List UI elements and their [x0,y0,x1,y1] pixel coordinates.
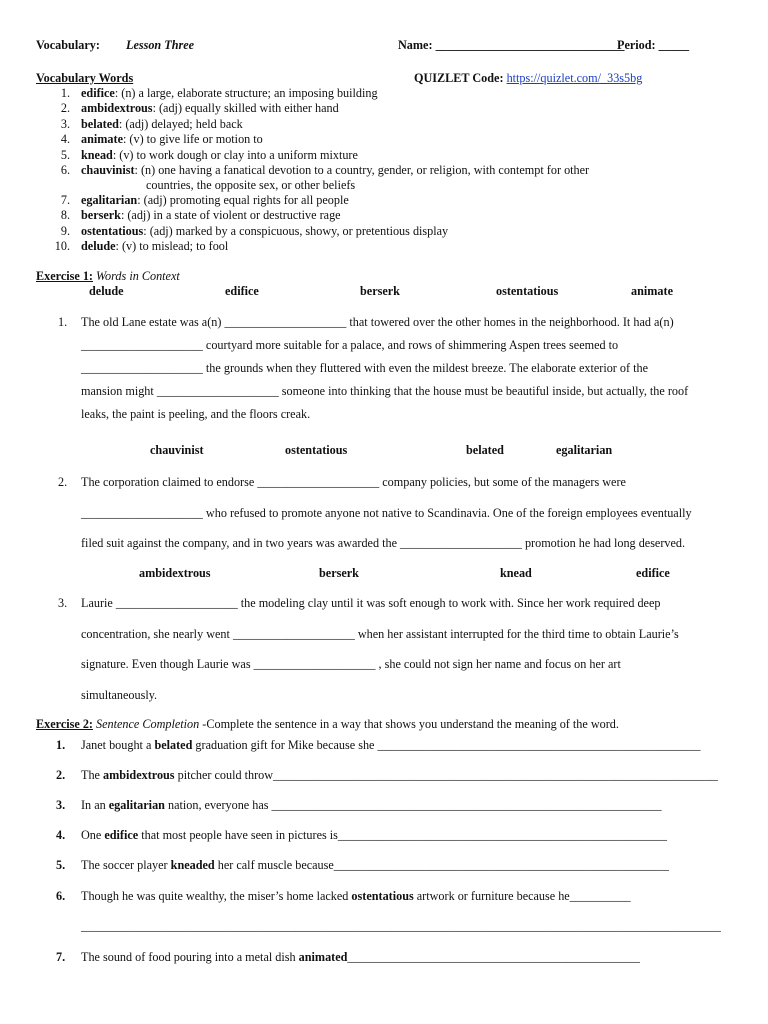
sentence-text: Though he was quite wealthy, the miser’s home lacked [81,889,352,903]
sentence-number: 3. [56,798,66,812]
vocab-item [81,239,228,254]
word-bank-item: ostentatious [285,443,348,457]
word-bank-item: ostentatious [496,284,559,298]
vocabulary-words-heading: Vocabulary Words [36,71,134,85]
word-bank-item: chauvinist [150,443,204,457]
paragraph-line: simultaneously. [81,687,158,702]
target-word: ostentatious [351,889,414,903]
paragraph-1-number: 1. [58,315,68,329]
paragraph-line: The old Lane estate was a(n) ____________________ that towered over the other homes in the neighborhood. It had a(n) [81,315,674,329]
vocab-word: belated [81,117,119,131]
vocab-number: 5. [60,148,70,162]
vocab-item [81,117,243,132]
answer-blank[interactable]: pitcher could throw_________________________________________________________________________ [174,768,718,782]
answer-blank[interactable]: graduation gift for Mike because she _____________________________________________________ [192,738,701,752]
vocab-number: 6. [60,163,70,177]
sentence-line [81,738,700,753]
sentence-text: Janet bought a [81,738,155,752]
target-word: animated [298,950,348,964]
vocab-definition-continued: countries, the opposite sex, or other beliefs [146,178,356,192]
vocab-word: egalitarian [81,193,138,207]
vocab-item [81,148,358,163]
vocab-definition: : (n) one having a fanatical devotion to a country, gender, or religion, with contempt for other [134,163,590,177]
vocab-item [81,86,378,101]
vocab-number: 4. [60,132,70,146]
word-bank-item: edifice [636,566,670,580]
answer-blank[interactable]: nation, everyone has ________________________________________________________________ [164,798,662,812]
target-word: ambidextrous [103,768,175,782]
word-bank-item: berserk [360,284,400,298]
vocab-item [81,224,448,239]
vocab-word: ostentatious [81,224,144,238]
vocab-word: chauvinist [81,163,135,177]
sentence-line [81,768,718,783]
vocab-word: knead [81,148,113,162]
sentence-number: 7. [56,950,66,964]
vocab-definition: : (v) to give life or motion to [122,132,263,146]
word-bank-item: edifice [225,284,259,298]
sentence-line [81,950,640,965]
word-bank-item: ambidextrous [139,566,211,580]
word-bank-item: belated [466,443,504,457]
paragraph-line: ____________________ who refused to promote anyone not native to Scandinavia. One of the foreign employees eventually [81,505,692,520]
target-word: edifice [104,828,139,842]
vocab-definition: : (adj) marked by a conspicuous, showy, or pretentious display [143,224,449,238]
vocab-definition: : (adj) promoting equal rights for all people [137,193,349,207]
sentence-line [81,798,662,813]
sentence-text: The soccer player [81,858,171,872]
sentence-number: 5. [56,858,66,872]
vocab-word: berserk [81,208,121,222]
vocab-word: edifice [81,86,115,100]
word-bank-item: delude [89,284,124,298]
answer-blank[interactable]: her calf muscle because_______________________________________________________ [214,858,669,872]
vocab-word: ambidextrous [81,101,153,115]
sentence-line [81,889,631,904]
paragraph-line: The corporation claimed to endorse ____________________ company policies, but some of the managers were [81,475,626,489]
period-blank[interactable]: _____ [658,38,690,52]
answer-blank[interactable]: ________________________________________________ [347,950,640,964]
vocab-number: 7. [60,193,70,207]
word-bank-item: egalitarian [556,443,613,457]
paragraph-line: ____________________ the grounds when they fluttered with even the mildest breeze. The elaborate exterior of the [81,361,649,375]
vocab-item [81,163,589,178]
paragraph-line: ____________________ courtyard more suitable for a palace, and rows of shimmering Aspen trees seemed to [81,338,619,352]
paragraph-line: filed suit against the company, and in two years was awarded the ____________________ promotion he had long deserved. [81,536,686,550]
answer-blank[interactable]: that most people have seen in pictures is______________________________________________________ [138,828,667,842]
vocab-number: 10. [54,239,70,253]
sentence-line [81,828,667,843]
target-word: kneaded [170,858,215,872]
vocab-number: 3. [60,117,70,131]
vocab-definition: : (n) a large, elaborate structure; an imposing building [114,86,378,100]
quizlet-link[interactable]: https://quizlet.com/_33s5bg [506,71,643,85]
vocab-item [81,193,349,208]
paragraph-3-number: 3. [58,596,68,610]
name-blank[interactable]: _______________________________ [435,38,625,52]
period-label: Period: _____ [617,38,690,52]
sentence-number: 6. [56,889,66,903]
vocab-definition: : (adj) in a state of violent or destructive rage [120,208,341,222]
word-bank-item: berserk [319,566,359,580]
paragraph-line: mansion might ____________________ someone into thinking that the house must be beautiful inside, but actually, the roof [81,384,689,398]
vocab-definition: : (v) to mislead; to fool [115,239,229,253]
vocab-definition: : (adj) delayed; held back [118,117,243,131]
paragraph-line: signature. Even though Laurie was ____________________ , she could not sign her name and focus on her art [81,657,621,671]
sentence-number: 2. [56,768,66,782]
exercise-2-heading: Exercise 2: Sentence Completion -Complete the sentence in a way that shows you understand the meaning of the word. [36,717,619,731]
paragraph-line: concentration, she nearly went ____________________ when her assistant interrupted for the third time to obtain Laurie’s [81,626,679,641]
vocab-number: 9. [60,224,70,238]
vocab-item [81,208,341,223]
lesson-title: Lesson Three [126,38,195,52]
exercise-1-heading: Exercise 1: Words in Context [36,269,180,283]
vocab-definition: : (v) to work dough or clay into a uniform mixture [112,148,358,162]
word-bank-item: knead [500,566,532,580]
vocab-word: animate [81,132,123,146]
answer-blank[interactable]: artwork or furniture because he__________ [413,889,631,903]
word-bank-item: animate [631,284,673,298]
vocab-word: delude [81,239,116,253]
vocab-number: 1. [60,86,70,100]
vocab-item [81,132,263,147]
vocab-number: 2. [60,101,70,115]
sentence-text: The sound of food pouring into a metal dish [81,950,299,964]
vocab-definition: : (adj) equally skilled with either hand [152,101,339,115]
target-word: belated [154,738,193,752]
sentence-number: 1. [56,738,66,752]
name-label: Name: _______________________________ [398,38,625,52]
quizlet-code: QUIZLET Code: https://quizlet.com/_33s5bg [414,71,643,85]
vocab-number: 8. [60,208,70,222]
sentence-number: 4. [56,828,66,842]
paragraph-line: Laurie ____________________ the modeling clay until it was soft enough to work with. Since her work required deep [81,596,661,610]
answer-blank-line[interactable]: _________________________________________________________________________________________________________ [81,919,721,933]
sentence-text: One [81,828,105,842]
vocab-item [81,101,339,116]
sentence-line [81,858,669,873]
target-word: egalitarian [108,798,165,812]
paragraph-line: leaks, the paint is peeling, and the floors creak. [81,407,311,421]
sentence-text: The [81,768,103,782]
vocabulary-label: Vocabulary: [36,38,100,52]
sentence-text: In an [81,798,109,812]
paragraph-2-number: 2. [58,475,68,489]
